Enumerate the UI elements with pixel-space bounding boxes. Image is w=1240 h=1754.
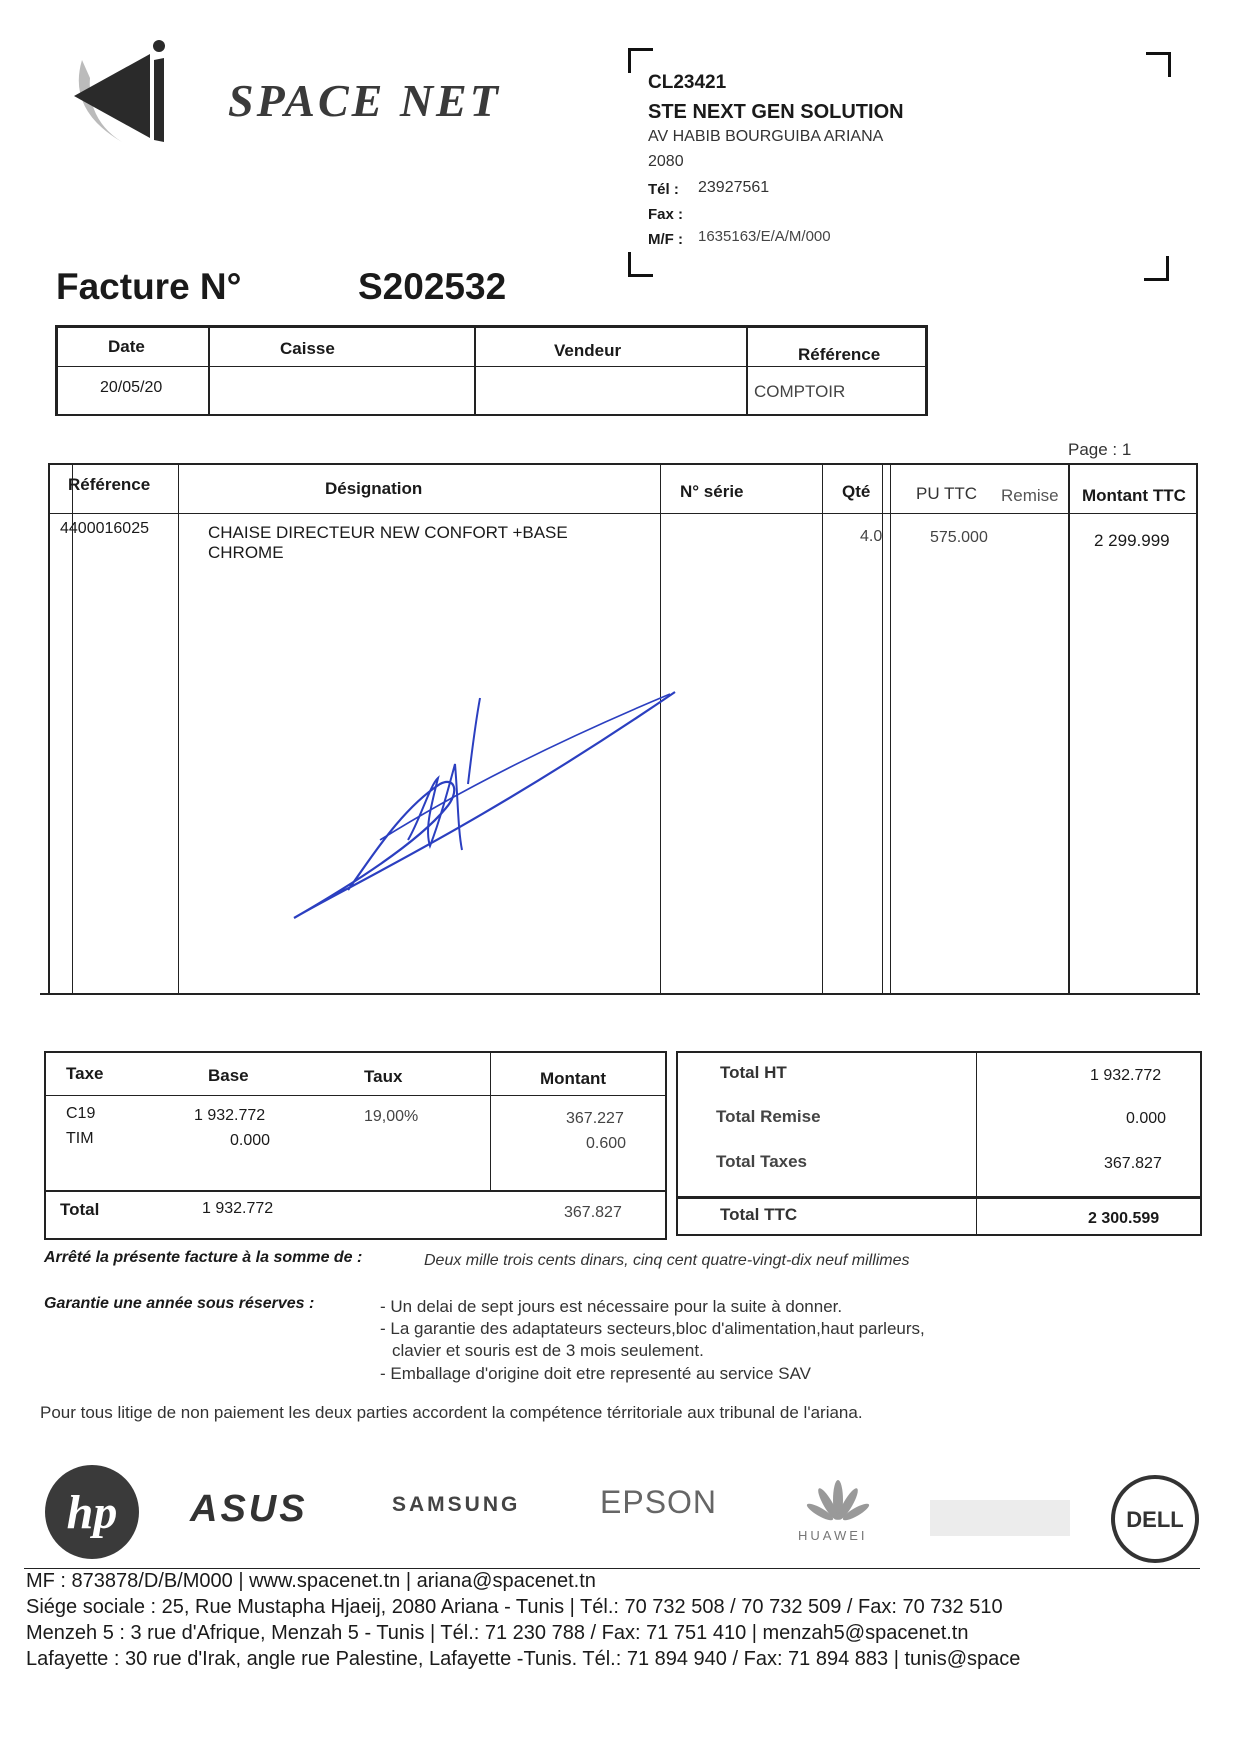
item-designation-line1: CHAISE DIRECTEUR NEW CONFORT +BASE — [208, 523, 568, 542]
total-remise-label: Total Remise — [716, 1107, 821, 1126]
col-serie-header: N° série — [680, 482, 744, 501]
tax-col-montant: Montant — [540, 1069, 607, 1088]
footer-line: Lafayette : 30 rue d'Irak, angle rue Palestine, Lafayette -Tunis. Tél.: 71 894 940 / Fax: 71 894 883 | tunis@space — [26, 1648, 1021, 1670]
total-ht-label: Total HT — [720, 1063, 787, 1082]
item-designation-line2: CHROME — [208, 543, 284, 562]
client-address: AV HABIB BOURGUIBA ARIANA — [648, 128, 884, 145]
col-qte-header: Qté — [842, 482, 871, 501]
footer-line: MF : 873878/D/B/M000 | www.spacenet.tn | ariana@spacenet.tn — [26, 1570, 596, 1592]
col-pu-header: PU TTC — [916, 484, 978, 503]
handwritten-signature — [280, 680, 680, 930]
total-remise: 0.000 — [1126, 1110, 1167, 1127]
svg-text:DELL: DELL — [1126, 1507, 1184, 1532]
client-code: CL23421 — [648, 72, 727, 93]
corner-mark — [1146, 52, 1171, 77]
client-mf-label: M/F : — [648, 231, 683, 248]
tax-row-0-montant: 367.227 — [566, 1110, 624, 1127]
huawei-logo — [790, 1476, 886, 1546]
item-montant: 2 299.999 — [1094, 531, 1170, 550]
tax-row-0-base: 1 932.772 — [194, 1107, 266, 1124]
tax-col-base: Base — [208, 1066, 249, 1085]
huawei-label: HUAWEI — [798, 1528, 868, 1543]
litige-text: Pour tous litige de non paiement les deux parties accordent la compétence térritoriale aux tribunal de l'ariana. — [40, 1403, 863, 1422]
corner-mark — [628, 252, 653, 277]
guarantee-line: clavier et souris est de 3 mois seulement. — [392, 1341, 704, 1360]
amount-words-label: Arrêté la présente facture à la somme de : — [44, 1249, 363, 1266]
svg-text:hp: hp — [66, 1486, 118, 1539]
col-reference-header: Référence — [68, 475, 151, 494]
dell-logo — [1110, 1474, 1200, 1564]
company-logo — [62, 30, 192, 150]
guarantee-line: - La garantie des adaptateurs secteurs,bloc d'alimentation,haut parleurs, — [380, 1319, 925, 1338]
guarantee-line: - Un delai de sept jours est nécessaire pour la suite à donner. — [380, 1297, 843, 1316]
tax-row-1-base: 0.000 — [230, 1132, 271, 1149]
tax-col-taux: Taux — [364, 1067, 403, 1086]
col-montant-header: Montant TTC — [1082, 486, 1186, 505]
samsung-logo: SAMSUNG — [392, 1493, 521, 1516]
guarantee-line: - Emballage d'origine doit etre representé au service SAV — [380, 1364, 811, 1383]
amount-words-text: Deux mille trois cents dinars, cinq cent quatre-vingt-dix neuf millimes — [424, 1252, 910, 1269]
invoice-reference: COMPTOIR — [754, 382, 846, 401]
tax-total-montant: 367.827 — [564, 1204, 622, 1221]
total-ttc: 2 300.599 — [1088, 1210, 1160, 1227]
epson-logo: EPSON — [600, 1484, 718, 1520]
total-ttc-label: Total TTC — [720, 1205, 798, 1224]
corner-mark — [628, 48, 653, 73]
corner-mark — [1144, 256, 1169, 281]
col-remise-header: Remise — [1001, 486, 1059, 505]
tax-row-1-montant: 0.600 — [586, 1135, 627, 1152]
total-taxes-label: Total Taxes — [716, 1152, 808, 1171]
header-date-label: Date — [108, 337, 145, 356]
total-taxes: 367.827 — [1104, 1155, 1162, 1172]
header-reference-label: Référence — [798, 345, 881, 364]
footer-line: Menzeh 5 : 3 rue d'Afrique, Menzah 5 - Tunis | Tél.: 71 230 788 / Fax: 71 751 410 | menzah5@spacenet.tn — [26, 1622, 969, 1644]
tax-row-1-taxe: TIM — [66, 1130, 94, 1147]
invoice-date: 20/05/20 — [100, 379, 163, 396]
guarantee-label: Garantie une année sous réserves : — [44, 1295, 315, 1312]
page-number: Page : 1 — [1068, 440, 1132, 459]
client-name: STE NEXT GEN SOLUTION — [648, 101, 904, 123]
tax-col-taxe: Taxe — [66, 1064, 104, 1083]
client-mf: 1635163/E/A/M/000 — [698, 228, 831, 245]
item-pu: 575.000 — [930, 529, 988, 546]
client-fax-label: Fax : — [648, 206, 684, 223]
client-tel: 23927561 — [698, 179, 770, 196]
tax-total-label: Total — [60, 1200, 100, 1219]
client-tel-label: Tél : — [648, 181, 679, 198]
tax-row-0-taxe: C19 — [66, 1105, 96, 1122]
tax-row-0-taux: 19,00% — [364, 1108, 419, 1125]
item-reference: 4400016025 — [60, 520, 149, 537]
item-qte: 4.0 — [860, 528, 883, 545]
footer-line: Siége sociale : 25, Rue Mustapha Hjaeij, 2080 Ariana - Tunis | Tél.: 70 732 508 / 70 732 509 / Fax: 70 732 510 — [26, 1596, 1003, 1618]
hp-logo — [42, 1462, 142, 1562]
invoice-number: S202532 — [358, 266, 507, 307]
asus-logo: ASUS — [190, 1488, 308, 1530]
tax-total-base: 1 932.772 — [202, 1200, 274, 1217]
col-designation-header: Désignation — [325, 479, 423, 498]
footer-divider — [24, 1568, 1200, 1569]
invoice-title: Facture N° — [56, 266, 242, 307]
company-name: SPACE NET — [228, 75, 501, 126]
header-vendeur-label: Vendeur — [554, 341, 622, 360]
total-ht: 1 932.772 — [1090, 1067, 1162, 1084]
client-postal: 2080 — [648, 153, 684, 170]
header-caisse-label: Caisse — [280, 339, 335, 358]
faded-logo — [930, 1500, 1070, 1536]
